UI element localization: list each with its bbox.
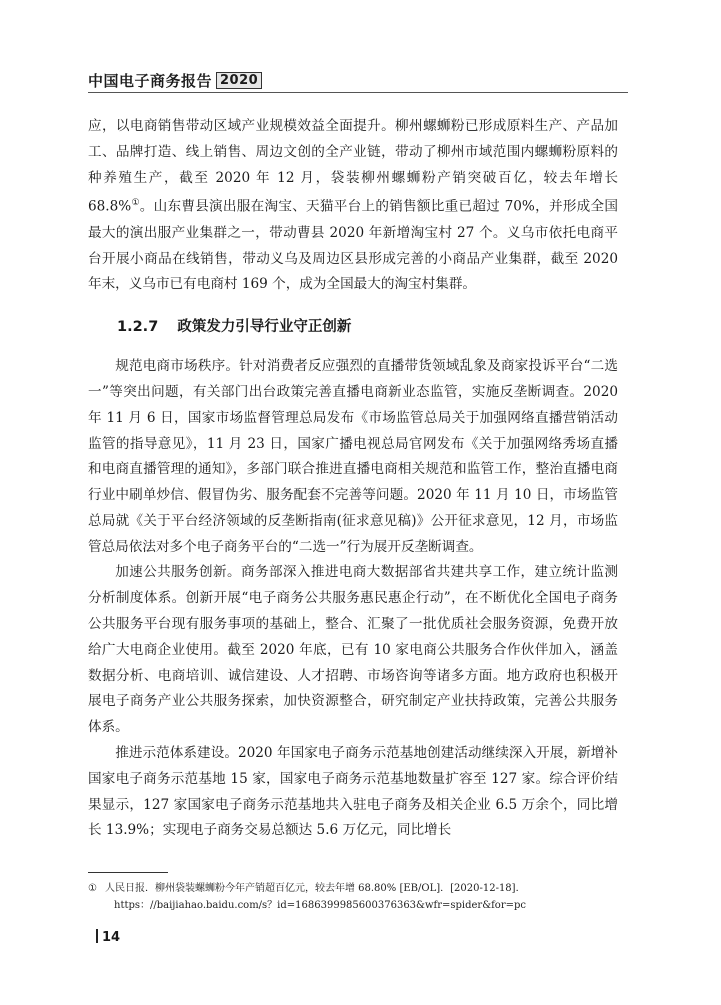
paragraph: 规范电商市场秩序。针对消费者反应强烈的直播带货领域乱象及商家投诉平台“二选一”等突出问题，有关部门出台政策完善直播电商新业态监管，实施反垄断调查。2020 年 11 月 6 日，国家市场监督管理总局发布《市场监管总局关于加强网络直播营销活动监管的指导意见》，11 月 23 日，国家广播电视总局官网发布《关于加强网络秀场直播和电商直播管理的通知》，多部门联合推进直播电商相关规范和监管工作，整治直播电商行业中刷单炒信、假冒伪劣、服务配套不完善等问题。2020 年 11 月 10 日，市场监管总局就《关于平台经济领域的反垄断指南(征求意见稿)》公开征求意见，12 月，市场监管总局依法对多个电子商务平台的“二选一”行为展开反垄断调查。	[88, 358, 618, 555]
footnote-mark: ①	[88, 883, 97, 894]
footnote-text: 人民日报．柳州袋装螺蛳粉今年产销超百亿元，较去年增 68.80% [EB/OL]．[2020-12-18]．	[104, 883, 526, 894]
footnote-url[interactable]: https：//baijiahao.baidu.com/s？id=1686399985600376363&wfr=spider&for=pc	[114, 900, 526, 911]
paragraph: 推进示范体系建设。2020 年国家电子商务示范基地创建活动继续深入开展，新增补国家电子商务示范基地 15 家，国家电子商务示范基地数量扩容至 127 家。综合评价结果显示，127 家国家电子商务示范基地共入驻电子商务及相关企业 6.5 万余个，同比增长 13.9%；实现电子商务交易总额达 5.6 万亿元，同比增长	[88, 745, 618, 839]
paragraph: 加速公共服务创新。商务部深入推进电商大数据部省共建共享工作，建立统计监测分析制度体系。创新开展“电子商务公共服务惠民惠企行动”，在不断优化全国电子商务公共服务平台现有服务事项的基础上，整合、汇聚了一批优质社会服务资源，免费开放给广大电商企业使用。截至 2020 年底，已有 10 家电商公共服务合作伙伴加入，涵盖数据分析、电商培训、诚信建设、人才招聘、市场咨询等诸多方面。地方政府也积极开展电子商务产业公共服务探索，加快资源整合，研究制定产业扶持政策，完善公共服务体系。	[88, 564, 618, 736]
section-heading	[88, 315, 618, 339]
running-header	[88, 70, 262, 91]
section-number: 1.2.7	[117, 319, 159, 336]
page-number: 14	[92, 929, 120, 945]
report-title: 中国电子商务报告	[88, 72, 213, 90]
page-number-bar-left	[96, 929, 98, 943]
section-title: 政策发力引导行业守正创新	[177, 319, 352, 336]
header-rule	[88, 92, 628, 93]
footnote-reference[interactable]: ①	[131, 198, 140, 209]
paragraph-continued: 应，以电商销售带动区域产业规模效益全面提升。柳州螺蛳粉已形成原料生产、产品加工、品牌打造、线上销售、周边文创的全产业链，带动了柳州市域范围内螺蛳粉原料的种养殖生产，截至 2020 年 12 月，袋装柳州螺蛳粉产销突破百亿，较去年增长 68.8%①。山东曹县演出服在淘宝、天猫平台上的销售额比重已超过 70%，并形成全国最大的演出服产业集群之一，带动曹县 2020 年新增淘宝村 27 个。义乌市依托电商平台开展小商品在线销售，带动义乌及周边区县形成完善的小商品产业集群，截至 2020 年末，义乌市已有电商村 169 个，成为全国最大的淘宝村集群。	[88, 118, 618, 293]
report-year-badge: 2020	[216, 72, 262, 89]
footnote	[88, 880, 618, 914]
main-content	[88, 114, 618, 844]
footnote-rule	[88, 872, 168, 873]
